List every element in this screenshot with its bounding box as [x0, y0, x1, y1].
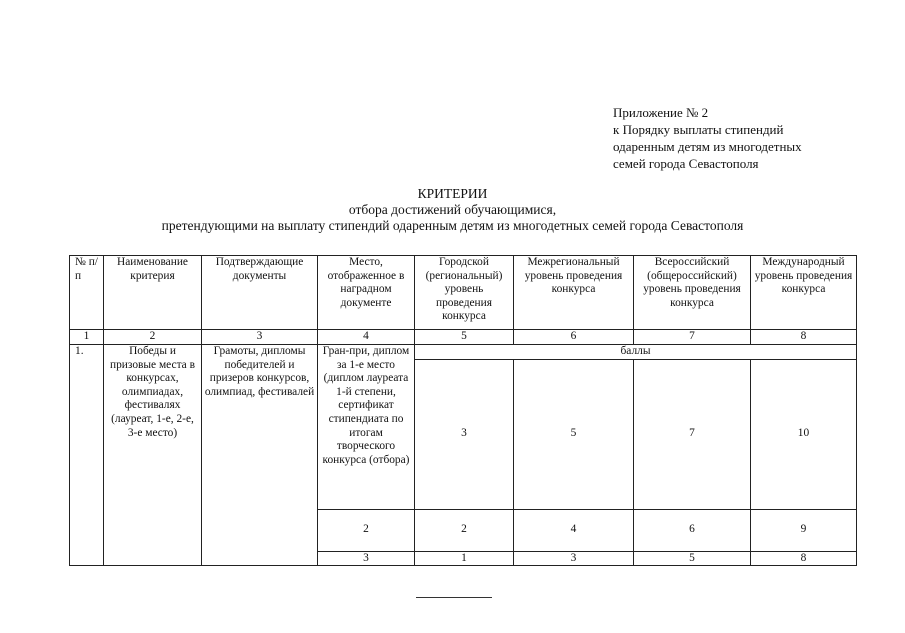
documents-cell: Грамоты, дипломы победителей и призеров конкурсов, олимпиад, фестивалей	[202, 345, 318, 566]
score-cell: 8	[751, 551, 857, 566]
score-cell: 6	[634, 509, 751, 551]
place-cell: 2	[318, 509, 415, 551]
appendix-line-1: Приложение № 2	[613, 105, 709, 120]
place-cell: 3	[318, 551, 415, 566]
score-cell: 3	[415, 359, 514, 509]
score-cell: 5	[634, 551, 751, 566]
header-cell-number: № п/п	[70, 256, 104, 330]
score-cell: 2	[415, 509, 514, 551]
document-subtitle-1: отбора достижений обучающимися,	[348, 202, 557, 217]
score-cell: 1	[415, 551, 514, 566]
document-heading	[0, 186, 905, 234]
column-number: 6	[514, 330, 634, 345]
column-number: 4	[318, 330, 415, 345]
points-label-row	[70, 345, 857, 360]
score-cell: 4	[514, 509, 634, 551]
criterion-cell: Победы и призовые места в конкурсах, олимпиадах, фестивалях (лауреат, 1-е, 2-е, 3-е место)	[104, 345, 202, 566]
document-subtitle-2: претендующими на выплату стипендий одаренным детям из многодетных семей города Севастополя	[161, 218, 744, 233]
score-cell: 7	[634, 359, 751, 509]
score-cell: 5	[514, 359, 634, 509]
column-number-row	[70, 330, 857, 345]
column-number: 2	[104, 330, 202, 345]
appendix-line-4: семей города Севастополя	[613, 156, 759, 171]
header-cell-interregional-level: Межрегиональный уровень проведения конкурса	[514, 256, 634, 330]
header-cell-place: Место, отображенное в наградном документе	[318, 256, 415, 330]
row-number: 1.	[70, 345, 104, 566]
column-number: 3	[202, 330, 318, 345]
score-cell: 9	[751, 509, 857, 551]
score-cell: 10	[751, 359, 857, 509]
points-label: баллы	[415, 345, 857, 360]
footer-divider-line	[416, 597, 492, 598]
column-number: 8	[751, 330, 857, 345]
header-cell-national-level: Всероссийский (общероссийский) уровень проведения конкурса	[634, 256, 751, 330]
document-title: КРИТЕРИИ	[417, 186, 488, 201]
place-cell: Гран-при, диплом за 1-е место (диплом лауреата 1-й степени, сертификат стипендиата по итогам творческого конкурса (отбора)	[318, 345, 415, 510]
column-number: 5	[415, 330, 514, 345]
header-cell-city-level: Городской (региональный) уровень проведения конкурса	[415, 256, 514, 330]
column-number: 7	[634, 330, 751, 345]
header-cell-international-level: Международный уровень проведения конкурса	[751, 256, 857, 330]
criteria-table	[69, 255, 857, 566]
header-cell-criterion: Наименование критерия	[104, 256, 202, 330]
appendix-note	[613, 104, 802, 172]
appendix-line-2: к Порядку выплаты стипендий	[613, 122, 784, 137]
score-cell: 3	[514, 551, 634, 566]
header-row	[70, 256, 857, 330]
appendix-line-3: одаренным детям из многодетных	[613, 139, 802, 154]
header-cell-documents: Подтверждающие документы	[202, 256, 318, 330]
column-number: 1	[70, 330, 104, 345]
